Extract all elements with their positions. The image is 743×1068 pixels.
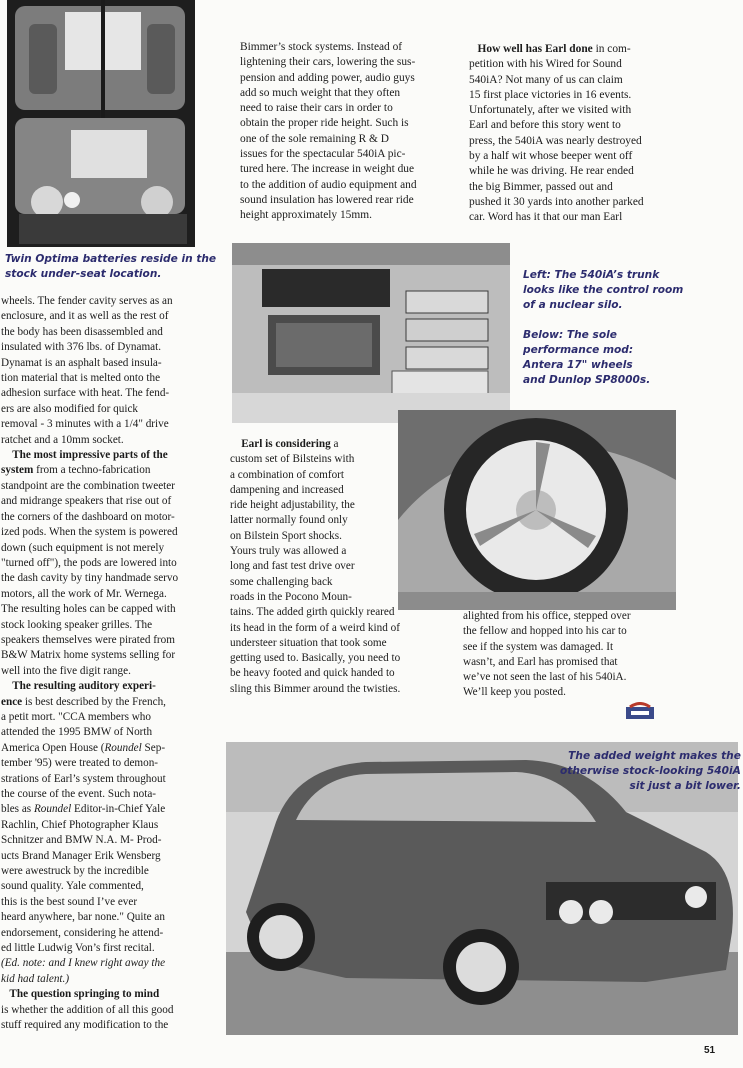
caption-trunk: Left: The 540iA’s trunk looks like the control room of a nuclear silo. xyxy=(523,269,684,311)
caption-wheels: Below: The sole performance mod: Antera 17" wheels and Dunlop SP8000s. xyxy=(523,329,651,386)
caption-batteries: Twin Optima batteries reside in the stock under-seat location. xyxy=(5,253,217,280)
left-lead-question: The question springing to mind xyxy=(9,988,160,1001)
batteries-photo xyxy=(7,0,195,247)
wheel-photo xyxy=(398,410,676,610)
end-mark-icon xyxy=(626,702,654,724)
left-lead-impressive: The most impressive parts of the xyxy=(12,449,168,462)
trunk-photo xyxy=(232,243,510,423)
batteries-illustration xyxy=(7,0,195,247)
trunk-illustration xyxy=(232,243,510,423)
middle-top-column: Bimmer’s stock systems. Instead of lightening their cars, lowering the sus- pension and adding power, audio guys add so much weight that they often need to raise their cars in order to obtain the proper ride height. Such is one of the sole remaining R & D issues for the spectacular 540iA pic- tured here. The increase in weight due to the addition of audio equipment and sound insulation has lowered rear ride height approximately 15mm. xyxy=(240,41,417,222)
middle-column: Earl is considering a custom set of Bilsteins with a combination of comfort dampening and increased ride height adjustability, the latter normally found only on Bilstein Sport shocks. Yours truly was allowed a long and fast test drive over some challenging back roads in the Pocono Moun- tains. The added girth quickly reared its head in the form of a weird kind of understeer situation that took some getting used to. Basically, you need to be heavy footed and quick handed to sling this Bimmer around the twisties. xyxy=(230,438,401,695)
left-lead-auditory: The resulting auditory experi- xyxy=(12,680,156,693)
middle-lead: Earl is considering xyxy=(241,438,331,450)
caption-car: The added weight makes the otherwise stock-looking 540iA sit just a bit lower. xyxy=(560,750,741,792)
page-number: 51 xyxy=(704,1045,716,1056)
right-top-lead: How well has Earl done xyxy=(477,43,593,55)
right-bottom-column: alighted from his office, stepped over the fellow and hopped into his car to see if the system was damaged. It wasn’t, and Earl has promised that we’ve not seen the last of his 540iA. We’ll keep you posted. xyxy=(463,610,631,699)
right-top-column: How well has Earl done in com- petition with his Wired for Sound 540iA? Not many of us can claim 15 first place victories in 16 events. Unfortunately, after we visited with Earl and before this story went to press, the 540iA was nearly destroyed by a half wit whose beeper went off while he was driving. He rear ended the big Bimmer, passed out and pushed it 30 yards into another parked car. Word has it that our man Earl xyxy=(469,43,644,224)
wheel-illustration xyxy=(398,410,676,610)
left-column: wheels. The fender cavity serves as an enclosure, and it as well as the rest of the body has been disassembled and insulated with 376 lbs. of Dynamat. Dynamat is an asphalt based insula- tion material that is melted onto the adhesion surface with heat. The fend- ers are also modified for quick removal - 3 minutes with a 1/4" drive ratchet and a 10mm socket. The most impressive parts of the system from a techno-fabrication standpoint are the combination tweeter and midrange speakers that rise out of the corners of the dashboard on motor- ized pods. When the system is powered down (such equipment is not merely "turned off"), the pods are lowered into the dash cavity by tiny handmade servo motors, all the work of Mr. Wernega. The resulting holes can be capped with stock looking speaker grilles. The speakers themselves were pirated from B&W Matrix home systems selling for well into the five digit range. The resulting auditory experi- ence is best described by the French, a petit mort. "CCA members who attended the 1995 BMW of North America Open House (Roundel Sep- tember '95) were treated to demon- strations of Earl’s system throughout the course of the event. Such nota- bles as Roundel Editor-in-Chief Yale Rachlin, Chief Photographer Klaus Schnitzer and BMW N.A. M- Prod- ucts Brand Manager Erik Wensberg were awestruck by the incredible sound quality. Yale commented, this is the best sound I’ve ever heard anywhere, bar none." Quite an endorsement, considering he attend- ed little Ludwig Von’s first recital. (Ed. note: and I knew right away the kid had talent.) The question springing to mind is whether the addition of all this good stuff required any modification to the xyxy=(1,295,179,1032)
